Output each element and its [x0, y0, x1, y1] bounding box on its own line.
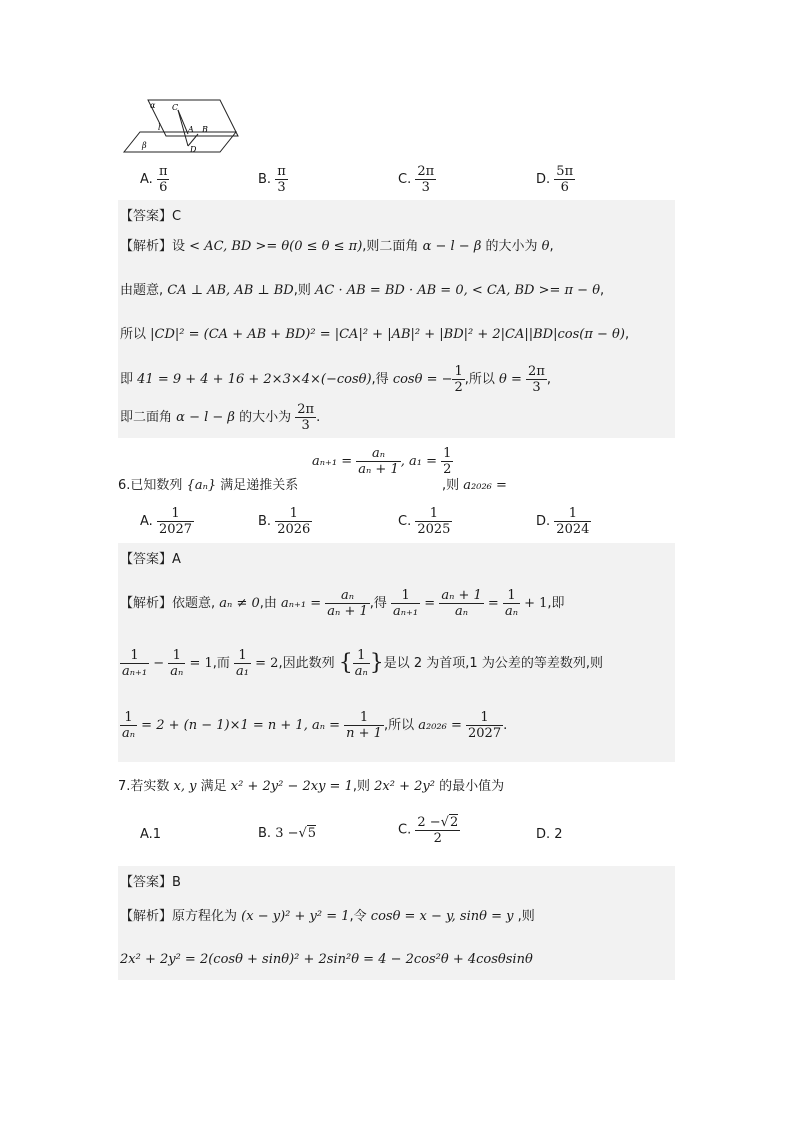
q7-analysis-line-2: 2x² + 2y² = 2(cosθ + sinθ)² + 2sin²θ = 4 − 2cos²θ + 4cosθsinθ [120, 952, 533, 967]
dihedral-figure [120, 96, 250, 158]
q6-option-c: C. $\frac{1}{2025}$ [398, 506, 451, 537]
q6-option-d: D. $\frac{1}{2024}$ [536, 506, 590, 537]
q7-option-c: C. $\frac{2 -√2}{2}$ [398, 815, 459, 846]
q7-option-a: A.1 [140, 827, 162, 842]
q6-analysis-line-1: 【解析】依题意, aₙ ≠ 0,由 aₙ₊₁ = $\frac{\text{aₙ}}{\text{aₙ + 1}}$ ,得 $\frac{1}{\text{aₙ₊₁}}$ = $\frac{\text{aₙ + 1}}{\text{aₙ}}$ = $\frac{1}{\text{aₙ}}$ + 1,即 [120, 588, 565, 619]
q6-recurrence: aₙ₊₁ = $\frac{\text{aₙ}}{\text{aₙ + 1}}$ , a₁ = $\frac{1}{2}$ [312, 446, 452, 477]
q5-option-d: D. $\frac{5\pi}{6}$ [536, 164, 574, 195]
q5-option-c: C. $\frac{2\pi}{3}$ [398, 164, 435, 195]
q5-answer: 【答案】C [120, 209, 182, 224]
q5-analysis-line-2: 由题意, CA ⊥ AB, AB ⊥ BD,则 AC · AB = BD · AB = 0, < CA, BD >= π − θ, [120, 283, 605, 298]
q7-answer: 【答案】B [120, 875, 181, 890]
q5-analysis-line-3: 所以 |CD|² = (CA + AB + BD)² = |CA|² + |AB|² + |BD|² + 2|CA||BD|cos(π − θ), [120, 327, 630, 342]
label-alpha: α [150, 101, 156, 110]
label-b: B [202, 125, 208, 134]
label-d: D [190, 145, 197, 154]
q7-stem: 7.若实数 x, y 满足 x² + 2y² − 2xy = 1,则 2x² + 2y² 的最小值为 [118, 779, 505, 794]
q7-option-b: B. 3 −√5 [258, 826, 317, 841]
q7-option-d: D. 2 [536, 827, 563, 842]
segment-cd [178, 110, 188, 146]
sqrt-icon: √ [440, 815, 449, 830]
q6-stem: 6.已知数列 {aₙ} 满足递推关系 [118, 478, 299, 493]
q6-option-b: B. $\frac{1}{2026}$ [258, 506, 311, 537]
q6-analysis-line-3: $\frac{1}{\text{aₙ}}$ = 2 + (n − 1)×1 = n + 1, aₙ = $\frac{1}{n + 1}$ ,所以 a₂₀₂₆ = $\frac{1}{2027}$ . [122, 710, 508, 741]
q7-analysis-line-1: 【解析】原方程化为 (x − y)² + y² = 1,令 cosθ = x − y, sinθ = y ,则 [120, 909, 535, 924]
q6-stem-end: ,则 a₂₀₂₆ = [442, 478, 507, 493]
plane-beta [124, 132, 236, 152]
label-c: C [172, 103, 179, 112]
q6-answer: 【答案】A [120, 552, 181, 567]
label-a: A [188, 125, 194, 134]
q5-analysis-line-1: 【解析】设 < AC, BD >= θ(0 ≤ θ ≤ π),则二面角 α − l − β 的大小为 θ, [120, 239, 554, 254]
q5-analysis-line-4: 即 41 = 9 + 4 + 16 + 2×3×4×(−cosθ),得 cosθ = − $\frac{1}{2}$ ,所以 θ = $\frac{2\pi}{3}$ , [120, 364, 552, 395]
q5-analysis-line-5: 即二面角 α − l − β 的大小为 $\frac{2\pi}{3}$ . [120, 402, 321, 433]
q6-option-a: A. $\frac{1}{2027}$ [140, 506, 193, 537]
label-beta: β [142, 141, 147, 150]
q6-analysis-line-2: $\frac{1}{\text{aₙ₊₁}}$ − $\frac{1}{\text{aₙ}}$ = 1,而 $\frac{1}{\text{a₁}}$ = 2,因此数列 { $\frac{1}{\text{aₙ}}$ }是以 2 为首项,1 为公差的等差数列,则 [122, 648, 603, 679]
sqrt-icon: √ [298, 826, 307, 841]
q5-option-a: A. $\frac{\pi}{6}$ [140, 164, 168, 195]
label-l: l [158, 123, 161, 132]
q5-option-b: B. $\frac{\pi}{3}$ [258, 164, 286, 195]
